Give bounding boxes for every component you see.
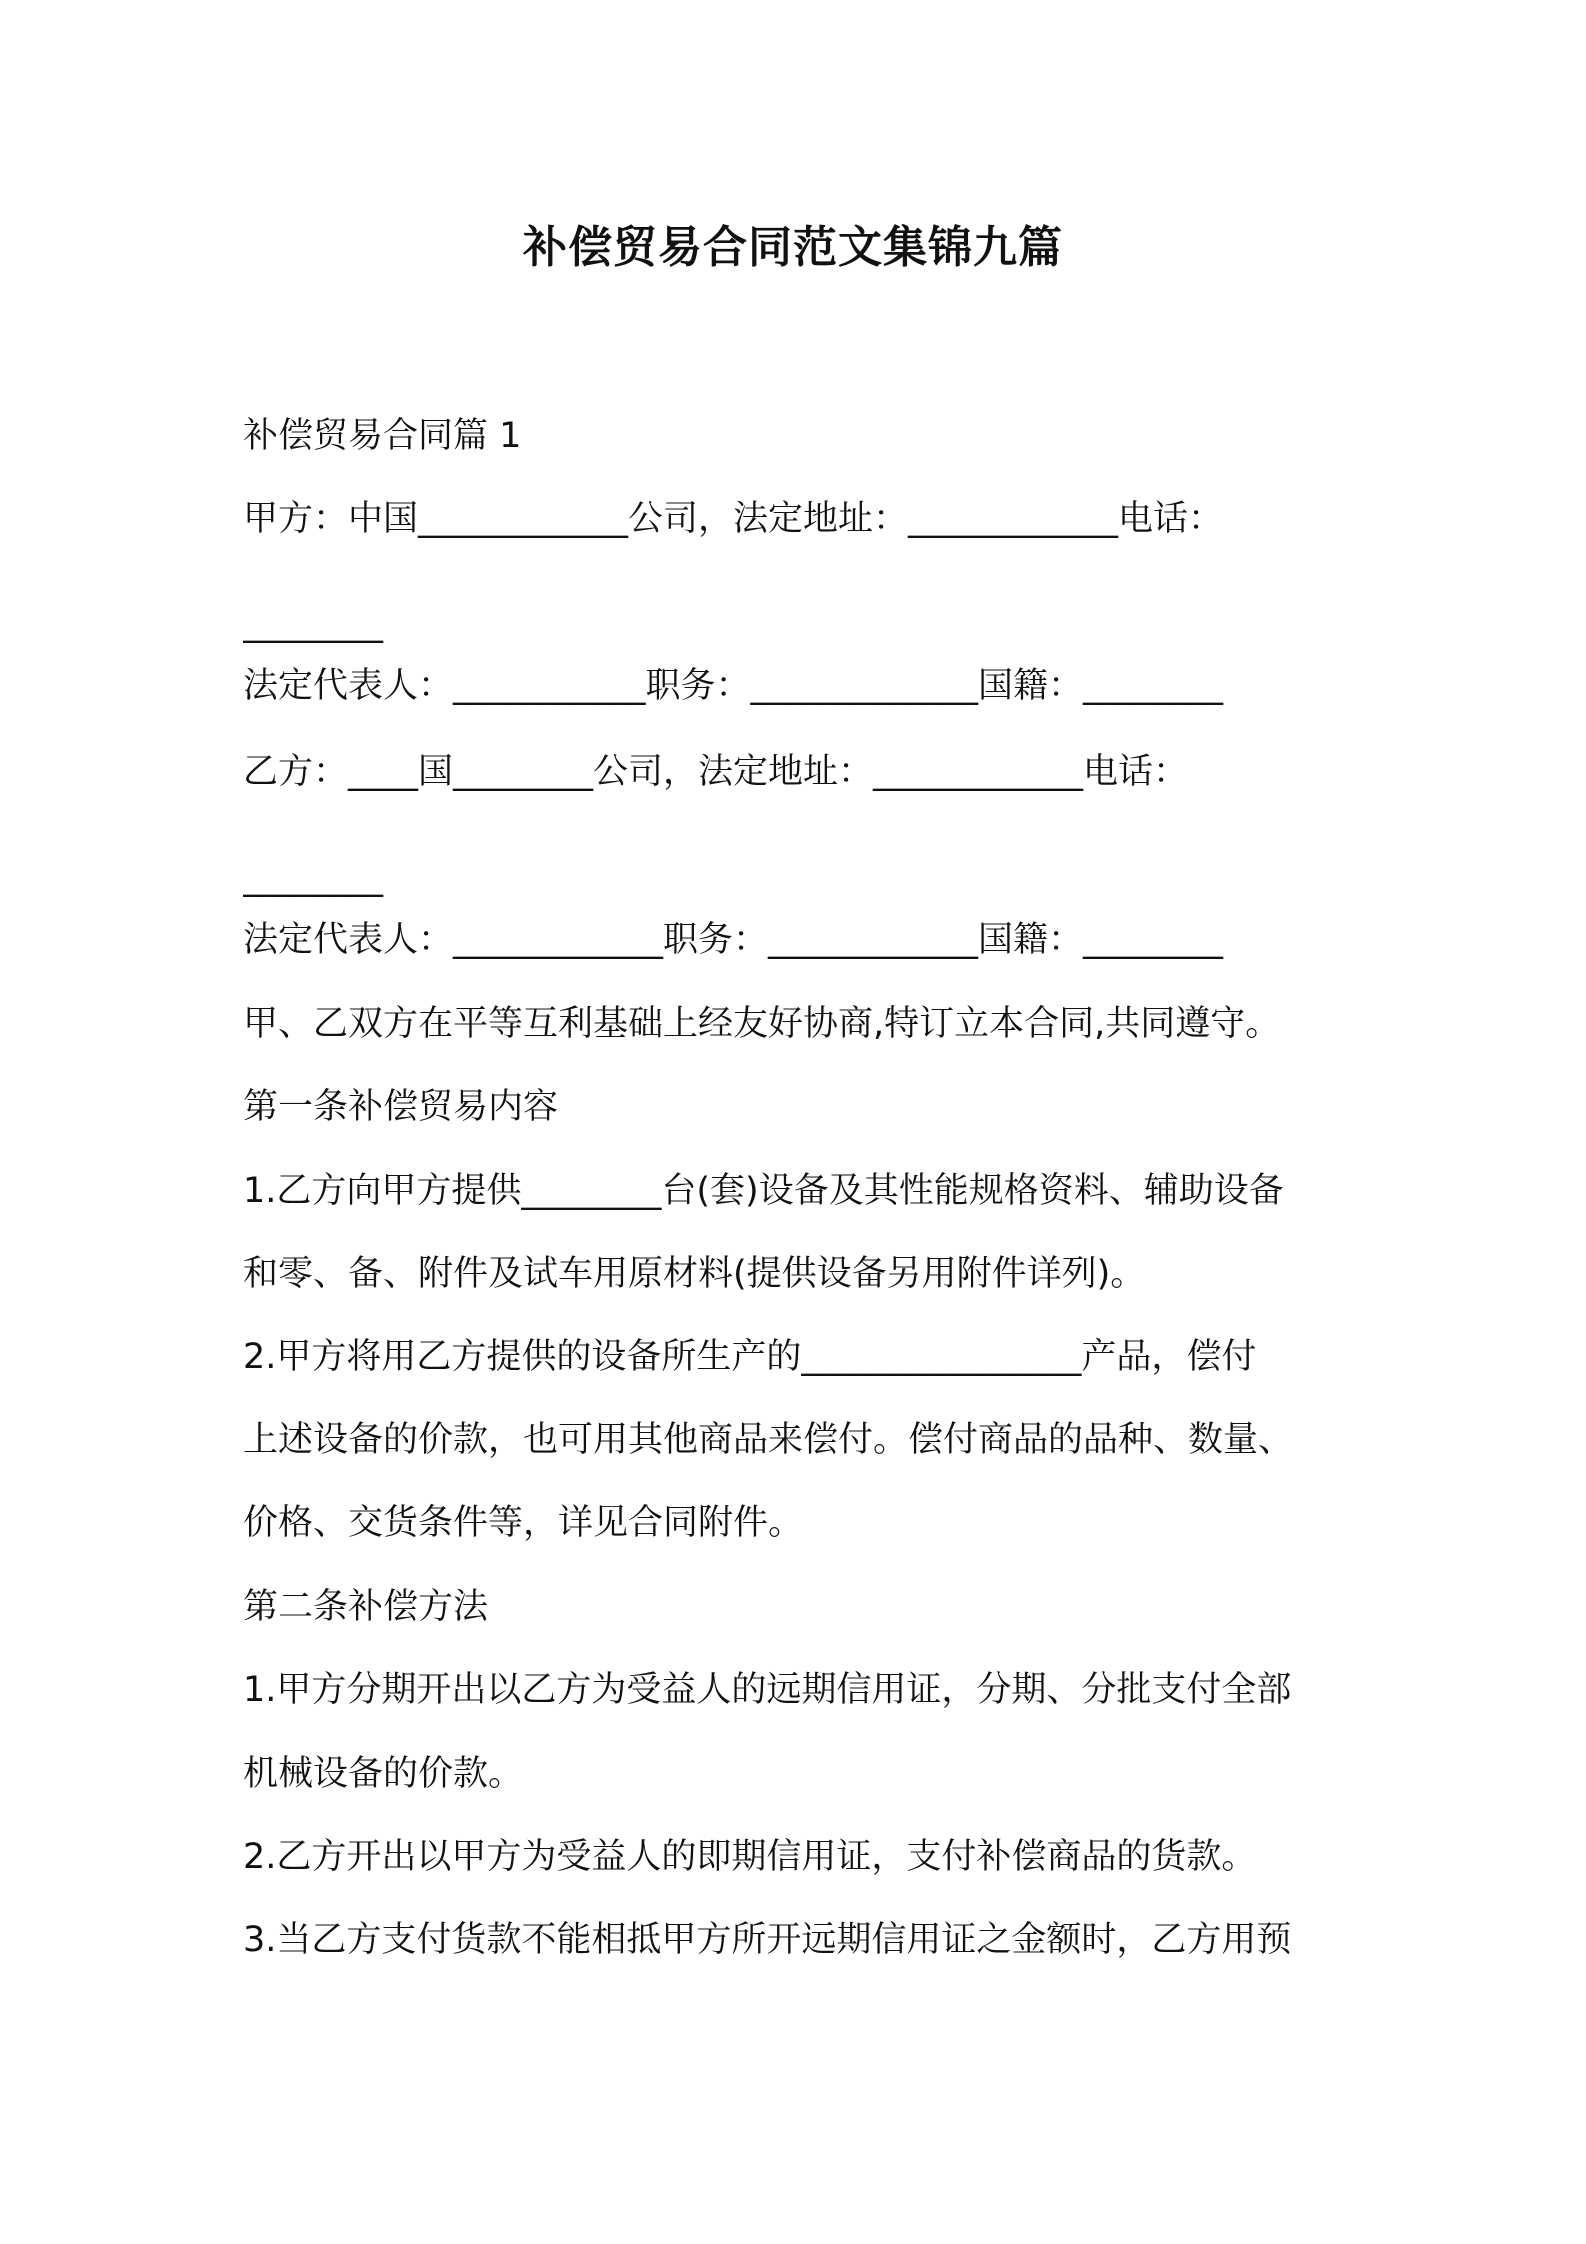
body-paragraph: 1.乙方向甲方提供________台(套)设备及其性能规格资料、辅助设备	[243, 1171, 1284, 1211]
party-b-line: 乙方：____国________公司，法定地址：____________电话：	[243, 752, 1189, 792]
section-heading: 补偿贸易合同篇 1	[243, 416, 522, 456]
body-paragraph: 甲、乙双方在平等互利基础上经友好协商,特订立本合同,共同遵守。	[243, 1004, 1281, 1044]
article-heading: 第一条补偿贸易内容	[243, 1087, 559, 1127]
body-paragraph: 机械设备的价款。	[243, 1754, 524, 1794]
body-paragraph: 价格、交货条件等，详见合同附件。	[243, 1503, 804, 1543]
party-a-line: 甲方：中国____________公司，法定地址：____________电话：	[243, 499, 1224, 539]
party-a-phone-blank: ________	[243, 604, 383, 644]
body-paragraph: 1.甲方分期开出以乙方为受益人的远期信用证，分期、分批支付全部	[243, 1670, 1292, 1710]
body-paragraph: 和零、备、附件及试车用原材料(提供设备另用附件详列)。	[243, 1254, 1146, 1294]
body-paragraph: 2.乙方开出以甲方为受益人的即期信用证，支付补偿商品的货款。	[243, 1837, 1257, 1877]
body-paragraph: 3.当乙方支付货款不能相抵甲方所开远期信用证之金额时，乙方用预	[243, 1920, 1292, 1960]
party-b-phone-blank: ________	[243, 858, 383, 898]
document-title: 补偿贸易合同范文集锦九篇	[523, 222, 1063, 273]
body-paragraph: 上述设备的价款，也可用其他商品来偿付。偿付商品的品种、数量、	[243, 1420, 1294, 1460]
article-heading: 第二条补偿方法	[243, 1587, 489, 1627]
body-paragraph: 2.甲方将用乙方提供的设备所生产的________________产品，偿付	[243, 1337, 1257, 1377]
party-a-representative-line: 法定代表人：___________职务：_____________国籍：________	[243, 666, 1224, 706]
party-b-representative-line: 法定代表人：____________职务：____________国籍：________	[243, 920, 1224, 960]
